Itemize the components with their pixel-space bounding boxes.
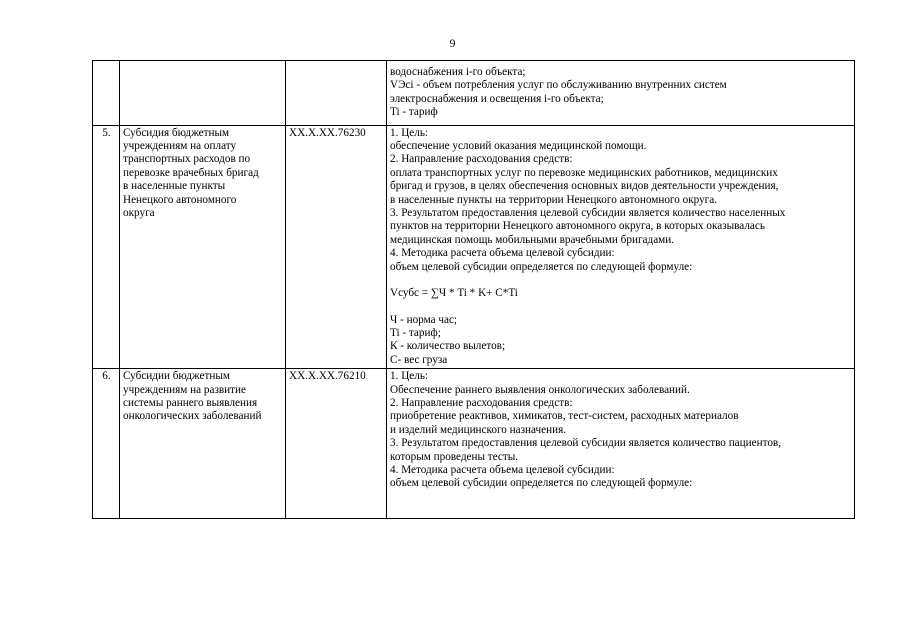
subsidy-code: XX.X.XX.76210	[286, 369, 387, 519]
blank-line	[390, 301, 852, 314]
description-line: 2. Направление расходования средств:	[390, 153, 573, 166]
description-line: электроснабжения и освещения i-го объекта;	[390, 92, 604, 105]
row-number: 6.	[93, 369, 120, 519]
name-line: Субсидии бюджетным	[123, 370, 230, 383]
description-line: обеспечение условий оказания медицинской помощи.	[390, 140, 647, 153]
description-line: объем целевой субсидии определяется по следующей формуле:	[390, 477, 693, 490]
name-line: онкологических заболеваний	[123, 410, 262, 423]
table-row-continuation	[93, 61, 855, 126]
row-number: 5.	[93, 125, 120, 369]
subsidy-description	[387, 125, 855, 369]
description-line: 2. Направление расходования средств:	[390, 396, 573, 409]
description-line: 3. Результатом предоставления целевой субсидии является количество пациентов,	[390, 437, 781, 450]
description-line: VЭci - объем потребления услуг по обслуживанию внутренних систем	[390, 79, 727, 92]
subsidy-name	[120, 125, 286, 369]
formula: Vсубс = ∑Ч * Ti * K+ C*Ti	[390, 287, 518, 300]
description-line: приобретение реактивов, химикатов, тест-систем, расходных материалов	[390, 410, 739, 423]
description-line: оплата транспортных услуг по перевозке медицинских работников, медицинских	[390, 166, 778, 179]
description-line: бригад и грузов, в целях обеспечения основных видов деятельности учреждения,	[390, 180, 779, 193]
description-line: и изделий медицинского назначения.	[390, 423, 567, 436]
description-line: водоснабжения i-го объекта;	[390, 66, 526, 78]
name-line: Субсидия бюджетным	[123, 126, 230, 139]
description-line: С- вес груза	[390, 353, 448, 366]
blank-line	[390, 274, 852, 287]
description-line: медицинская помощь мобильными врачебными бригадами.	[390, 233, 675, 246]
table-row-5	[93, 125, 855, 369]
subsidy-table	[92, 60, 855, 519]
cell-name-empty	[120, 61, 286, 126]
cell-code-empty	[286, 61, 387, 126]
cell-description	[387, 61, 855, 126]
subsidy-name	[120, 369, 286, 519]
description-line: 4. Методика расчета объема целевой субсидии:	[390, 463, 615, 476]
description-line: Обеспечение раннего выявления онкологических заболеваний.	[390, 383, 690, 396]
table-row-6	[93, 369, 855, 519]
blank-line	[390, 504, 852, 517]
description-line: объем целевой субсидии определяется по следующей формуле:	[390, 260, 693, 273]
page-number: 9	[449, 36, 456, 50]
description-line: 1. Цель:	[390, 126, 429, 139]
name-line: перевозке врачебных бригад	[123, 166, 259, 179]
description-line: Ti - тариф	[390, 106, 438, 119]
blank-line	[390, 491, 852, 504]
name-line: Ненецкого автономного	[123, 193, 237, 206]
name-line: учреждениям на развитие	[123, 383, 247, 396]
description-line: К - количество вылетов;	[390, 340, 506, 353]
name-line: округа	[123, 207, 155, 220]
description-line: Ч - норма час;	[390, 313, 458, 326]
description-line: 3. Результатом предоставления целевой субсидии является количество населенных	[390, 207, 786, 220]
description-line: пунктов на территории Ненецкого автономного округа, в которых оказывалась	[390, 220, 765, 233]
description-line: 4. Методика расчета объема целевой субсидии:	[390, 247, 615, 260]
subsidy-code: XX.X.XX.76230	[286, 125, 387, 369]
description-line: в населенные пункты на территории Ненецкого автономного округа.	[390, 193, 718, 206]
subsidy-description	[387, 369, 855, 519]
name-line: учреждениям на оплату	[123, 140, 237, 153]
cell-number-empty	[93, 61, 120, 126]
name-line: транспортных расходов по	[123, 153, 251, 166]
description-line: Ti - тариф;	[390, 326, 441, 339]
name-line: в населенные пункты	[123, 180, 226, 193]
description-line: которым проведены тесты.	[390, 450, 519, 463]
description-line: 1. Цель:	[390, 370, 429, 383]
name-line: системы раннего выявления	[123, 396, 258, 409]
